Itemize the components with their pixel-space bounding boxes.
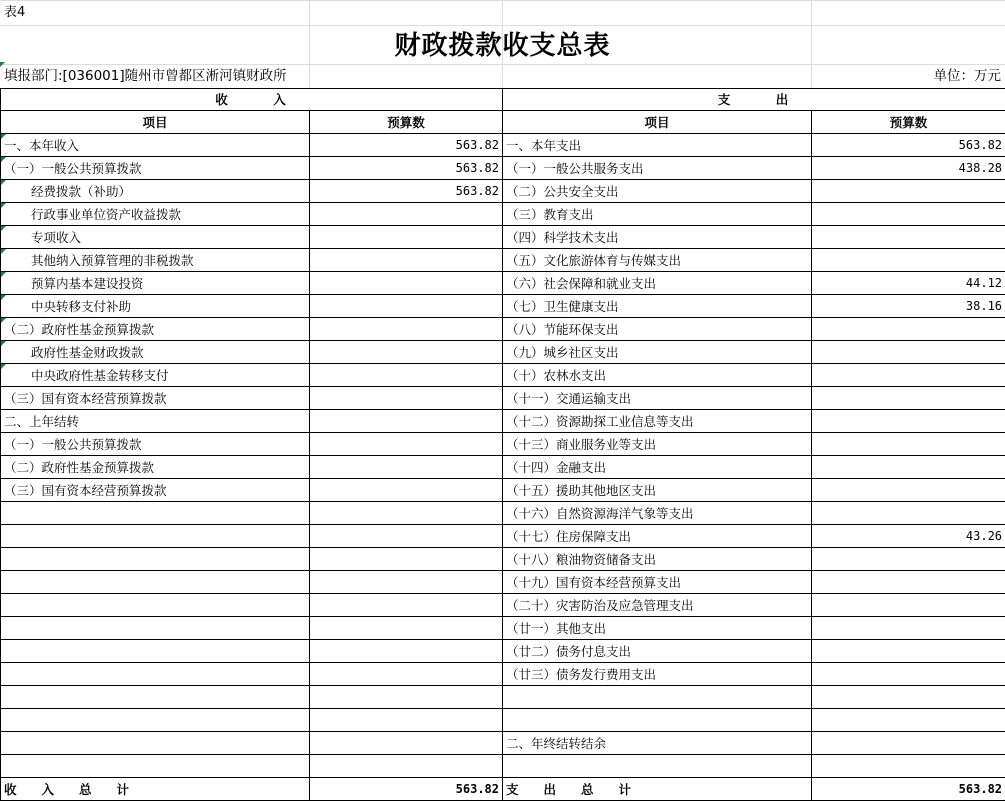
income-item-cell xyxy=(1,479,310,502)
expense-item-cell-text: （二）公共安全支出 xyxy=(506,183,619,199)
expense-item-cell xyxy=(503,341,812,364)
expense-item-cell xyxy=(503,364,812,387)
expense-item-cell xyxy=(503,663,812,686)
income-item-cell xyxy=(1,341,310,364)
cell-comment-marker xyxy=(1,226,6,231)
income-item-cell-text: （二）政府性基金预算拨款 xyxy=(4,321,155,337)
cell-comment-marker xyxy=(1,203,6,208)
income-budget-cell xyxy=(310,571,503,594)
income-budget-cell xyxy=(310,387,503,410)
income-item-cell xyxy=(1,663,310,686)
table-row xyxy=(1,456,1005,479)
income-item-cell-text: 专项收入 xyxy=(31,229,82,245)
income-item-cell-text: 经费拨款（补助） xyxy=(31,183,132,199)
income-budget-cell-text: 563.82 xyxy=(455,160,500,175)
income-item-cell-text: 行政事业单位资产收益拨款 xyxy=(31,206,182,222)
expense-item-cell-text: （廿一）其他支出 xyxy=(506,620,607,636)
income-item-cell xyxy=(1,433,310,456)
income-item-cell xyxy=(1,272,310,295)
table-row xyxy=(1,272,1005,295)
page-title: 财政拨款收支总表 xyxy=(394,31,611,61)
expense-item-cell-text: （八）节能环保支出 xyxy=(506,321,619,337)
cell-comment-marker xyxy=(1,180,6,185)
income-item-cell xyxy=(1,134,310,157)
expense-budget-cell xyxy=(812,295,1005,318)
table-row xyxy=(1,387,1005,410)
expense-budget-cell xyxy=(812,226,1005,249)
expense-item-cell-text: （一）一般公共服务支出 xyxy=(506,160,644,176)
expense-item-cell-text: （十四）金融支出 xyxy=(506,459,607,475)
table-row xyxy=(1,502,1005,525)
income-item-cell xyxy=(1,387,310,410)
income-item-cell xyxy=(1,755,310,778)
income-item-cell xyxy=(1,180,310,203)
expense-item-cell-text: （十八）粮油物资储备支出 xyxy=(506,551,657,567)
income-item-cell xyxy=(1,525,310,548)
expense-budget-cell xyxy=(812,617,1005,640)
table-row xyxy=(1,686,1005,709)
income-item-cell-text: 一、本年收入 xyxy=(4,137,80,153)
expense-item-cell xyxy=(503,732,812,755)
table-row xyxy=(1,548,1005,571)
income-item-cell-text: （二）政府性基金预算拨款 xyxy=(4,459,155,475)
table-row xyxy=(1,180,1005,203)
income-item-cell xyxy=(1,571,310,594)
income-budget-cell xyxy=(310,134,503,157)
expense-budget-cell-text: 38.16 xyxy=(965,298,1003,313)
expense-budget-cell xyxy=(812,318,1005,341)
expense-item-cell xyxy=(503,157,812,180)
unit-label: 单位：万元 xyxy=(933,68,1001,84)
income-item-cell xyxy=(1,318,310,341)
expense-budget-cell xyxy=(812,479,1005,502)
income-budget-cell xyxy=(310,226,503,249)
income-item-cell xyxy=(1,709,310,732)
expense-item-cell-text: （十七）住房保障支出 xyxy=(506,528,632,544)
expense-item-cell xyxy=(503,295,812,318)
expense-item-cell xyxy=(503,640,812,663)
total-income-label: 收 入 总 计 xyxy=(1,778,310,801)
income-item-cell xyxy=(1,617,310,640)
income-item-cell xyxy=(1,226,310,249)
income-item-cell-text: （一）一般公共预算拨款 xyxy=(4,436,142,452)
expense-budget-cell xyxy=(812,410,1005,433)
expense-budget-cell-text: 44.12 xyxy=(965,275,1003,290)
income-item-cell xyxy=(1,249,310,272)
expense-budget-cell xyxy=(812,456,1005,479)
expense-item-cell xyxy=(503,134,812,157)
expense-item-cell-text: （十）农林水支出 xyxy=(506,367,607,383)
expense-budget-cell xyxy=(812,502,1005,525)
income-budget-cell xyxy=(310,525,503,548)
expense-item-cell-text: （十六）自然资源海洋气象等支出 xyxy=(506,505,694,521)
income-budget-cell xyxy=(310,410,503,433)
expense-item-cell xyxy=(503,594,812,617)
expense-budget-cell-text: 43.26 xyxy=(965,528,1003,543)
table-row xyxy=(1,755,1005,778)
expense-item-cell xyxy=(503,755,812,778)
income-budget-cell xyxy=(310,456,503,479)
expense-item-cell xyxy=(503,479,812,502)
table-row xyxy=(1,617,1005,640)
income-budget-cell xyxy=(310,433,503,456)
total-income-value: 563.82 xyxy=(310,778,503,801)
table-row xyxy=(1,479,1005,502)
expense-item-cell xyxy=(503,617,812,640)
expense-item-cell-text: （十三）商业服务业等支出 xyxy=(506,436,657,452)
income-budget-cell xyxy=(310,180,503,203)
income-item-cell xyxy=(1,364,310,387)
income-budget-cell xyxy=(310,548,503,571)
income-item-header: 项目 xyxy=(1,111,310,134)
income-budget-cell xyxy=(310,364,503,387)
cell-comment-marker xyxy=(1,134,6,139)
expense-budget-cell xyxy=(812,203,1005,226)
income-item-cell xyxy=(1,640,310,663)
expense-item-cell xyxy=(503,226,812,249)
expense-item-cell xyxy=(503,571,812,594)
income-budget-cell xyxy=(310,272,503,295)
income-item-cell xyxy=(1,295,310,318)
expense-item-cell xyxy=(503,180,812,203)
expense-item-cell xyxy=(503,272,812,295)
income-item-cell-text: （三）国有资本经营预算拨款 xyxy=(4,482,167,498)
table-row xyxy=(1,525,1005,548)
income-item-cell xyxy=(1,548,310,571)
expense-budget-cell xyxy=(812,364,1005,387)
income-item-cell xyxy=(1,203,310,226)
expense-item-cell-text: （二十）灾害防治及应急管理支出 xyxy=(506,597,694,613)
income-item-cell xyxy=(1,594,310,617)
table-row xyxy=(1,594,1005,617)
income-budget-cell xyxy=(310,157,503,180)
total-expense-label: 支 出 总 计 xyxy=(503,778,812,801)
income-budget-cell xyxy=(310,755,503,778)
expense-item-cell-text: （九）城乡社区支出 xyxy=(506,344,619,360)
expense-item-cell xyxy=(503,203,812,226)
table-row xyxy=(1,318,1005,341)
income-budget-cell xyxy=(310,640,503,663)
income-item-cell xyxy=(1,456,310,479)
income-budget-cell xyxy=(310,502,503,525)
cell-comment-marker xyxy=(1,341,6,346)
income-budget-cell xyxy=(310,686,503,709)
expense-item-cell xyxy=(503,249,812,272)
table-row xyxy=(1,157,1005,180)
income-item-cell-text: 二、上年结转 xyxy=(4,413,80,429)
expense-item-cell-text: （七）卫生健康支出 xyxy=(506,298,619,314)
cell-comment-marker xyxy=(1,157,6,162)
expense-budget-cell xyxy=(812,180,1005,203)
table-row xyxy=(1,203,1005,226)
expense-budget-cell xyxy=(812,249,1005,272)
income-item-cell-text: 中央转移支付补助 xyxy=(31,298,132,314)
expense-section-header: 支 出 xyxy=(503,89,1005,111)
expense-budget-cell-text: 438.28 xyxy=(958,160,1003,175)
table-row xyxy=(1,295,1005,318)
income-item-cell-text: （一）一般公共预算拨款 xyxy=(4,160,142,176)
table-row xyxy=(1,134,1005,157)
income-item-cell-text: 预算内基本建设投资 xyxy=(31,275,144,291)
table-row xyxy=(1,410,1005,433)
expense-item-cell xyxy=(503,387,812,410)
expense-item-cell xyxy=(503,318,812,341)
cell-comment-marker xyxy=(1,364,6,369)
income-item-cell xyxy=(1,410,310,433)
table-row xyxy=(1,663,1005,686)
expense-budget-cell xyxy=(812,755,1005,778)
expense-budget-cell xyxy=(812,686,1005,709)
table-row xyxy=(1,571,1005,594)
income-item-cell-text: 其他纳入预算管理的非税拨款 xyxy=(31,252,194,268)
total-row xyxy=(1,778,1005,801)
column-header-row xyxy=(1,111,1005,134)
income-budget-cell xyxy=(310,479,503,502)
income-budget-cell xyxy=(310,732,503,755)
income-budget-cell xyxy=(310,203,503,226)
expense-item-cell-text: （十五）援助其他地区支出 xyxy=(506,482,657,498)
income-item-cell-text: 中央政府性基金转移支付 xyxy=(31,367,169,383)
expense-item-cell-text: 一、本年支出 xyxy=(506,137,582,153)
expense-budget-cell xyxy=(812,387,1005,410)
income-budget-cell xyxy=(310,249,503,272)
income-item-cell xyxy=(1,732,310,755)
income-item-cell xyxy=(1,502,310,525)
expense-item-cell xyxy=(503,686,812,709)
expense-budget-cell xyxy=(812,571,1005,594)
income-budget-cell xyxy=(310,709,503,732)
income-budget-cell xyxy=(310,663,503,686)
expense-budget-cell xyxy=(812,433,1005,456)
expense-item-cell-text: （六）社会保障和就业支出 xyxy=(506,275,657,291)
expense-item-cell-text: 二、年终结转结余 xyxy=(506,735,607,751)
income-budget-cell xyxy=(310,341,503,364)
table-row xyxy=(1,249,1005,272)
department-label: 填报部门:[036001]随州市曾都区淅河镇财政所 xyxy=(4,68,287,84)
table-row xyxy=(1,341,1005,364)
income-item-cell-text: （三）国有资本经营预算拨款 xyxy=(4,390,167,406)
expense-budget-cell xyxy=(812,341,1005,364)
expense-item-cell xyxy=(503,709,812,732)
table-row xyxy=(1,226,1005,249)
table-row xyxy=(1,640,1005,663)
expense-budget-cell xyxy=(812,663,1005,686)
expense-item-header: 项目 xyxy=(503,111,812,134)
expense-budget-cell-text: 563.82 xyxy=(958,137,1003,152)
expense-budget-cell xyxy=(812,548,1005,571)
sheet-tag: 表4 xyxy=(4,5,26,20)
expense-item-cell-text: （四）科学技术支出 xyxy=(506,229,619,245)
cell-comment-marker xyxy=(1,295,6,300)
income-section-header: 收 入 xyxy=(1,89,503,111)
cell-comment-marker xyxy=(1,249,6,254)
table-row xyxy=(1,709,1005,732)
table-row xyxy=(1,732,1005,755)
income-budget-cell xyxy=(310,295,503,318)
expense-item-cell-text: （十九）国有资本经营预算支出 xyxy=(506,574,682,590)
table-row xyxy=(1,433,1005,456)
expense-budget-cell xyxy=(812,732,1005,755)
expense-budget-cell xyxy=(812,134,1005,157)
income-item-cell-text: 政府性基金财政拨款 xyxy=(31,344,144,360)
expense-budget-cell xyxy=(812,594,1005,617)
expense-item-cell xyxy=(503,548,812,571)
cell-comment-marker xyxy=(1,318,6,323)
income-budget-cell xyxy=(310,617,503,640)
expense-budget-header: 预算数 xyxy=(812,111,1005,134)
expense-budget-cell xyxy=(812,709,1005,732)
expense-budget-cell xyxy=(812,640,1005,663)
expense-item-cell-text: （十二）资源勘探工业信息等支出 xyxy=(506,413,694,429)
income-budget-cell-text: 563.82 xyxy=(455,183,500,198)
section-header-row xyxy=(1,89,1005,111)
income-item-cell xyxy=(1,157,310,180)
income-item-cell xyxy=(1,686,310,709)
expense-item-cell-text: （十一）交通运输支出 xyxy=(506,390,632,406)
expense-item-cell xyxy=(503,410,812,433)
total-expense-value: 563.82 xyxy=(812,778,1005,801)
finance-table xyxy=(0,88,1005,801)
table-row xyxy=(1,364,1005,387)
expense-budget-cell xyxy=(812,157,1005,180)
expense-item-cell xyxy=(503,502,812,525)
expense-item-cell xyxy=(503,456,812,479)
expense-item-cell-text: （廿二）债务付息支出 xyxy=(506,643,632,659)
income-budget-cell xyxy=(310,318,503,341)
expense-item-cell xyxy=(503,433,812,456)
income-budget-cell-text: 563.82 xyxy=(455,137,500,152)
expense-budget-cell xyxy=(812,272,1005,295)
cell-comment-marker xyxy=(1,272,6,277)
expense-item-cell xyxy=(503,525,812,548)
income-budget-header: 预算数 xyxy=(310,111,503,134)
income-budget-cell xyxy=(310,594,503,617)
expense-item-cell-text: （廿三）债务发行费用支出 xyxy=(506,666,657,682)
expense-item-cell-text: （五）文化旅游体育与传媒支出 xyxy=(506,252,682,268)
expense-item-cell-text: （三）教育支出 xyxy=(506,206,594,222)
expense-budget-cell xyxy=(812,525,1005,548)
